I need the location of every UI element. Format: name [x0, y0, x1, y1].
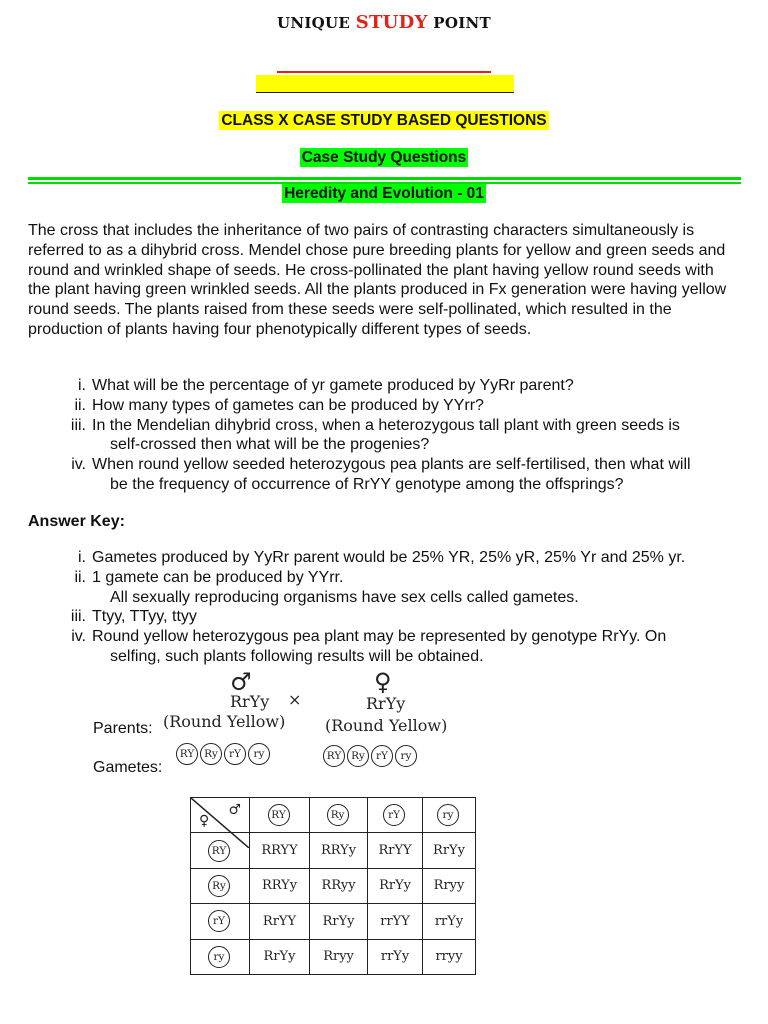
punnett-corner	[191, 798, 250, 833]
gamete-circle: rY	[383, 804, 405, 826]
gamete-circle: rY	[371, 745, 393, 767]
punnett-cell: rrYy	[368, 939, 423, 974]
gamete-circle: Ry	[327, 804, 349, 826]
punnett-row-header	[191, 868, 250, 903]
gamete-circle: RY	[176, 743, 198, 765]
answer-text: Gametes produced by YyRr parent would be 25% YR, 25% yR, 25% Yr and 25% yr.	[92, 549, 686, 566]
gamete-circle: ry	[437, 804, 459, 826]
green-divider-top	[28, 177, 741, 180]
question-text-continued: be the frequency of occurrence of RrYY genotype among the offsprings?	[110, 475, 624, 493]
question-number: iii.	[70, 416, 86, 434]
answer-item	[28, 607, 740, 627]
parent-genotype-right: RrYy	[366, 694, 406, 713]
gamete-circle: ry	[248, 743, 270, 765]
answer-text: Ttyy, TTyy, ttyy	[92, 608, 197, 626]
question-item	[28, 396, 740, 416]
parent-phenotype-right: (Round Yellow)	[325, 716, 448, 735]
brand-text-after: POINT	[427, 14, 492, 32]
punnett-row	[191, 904, 476, 939]
punnett-cell: RrYy	[310, 904, 368, 939]
female-symbol-icon: ♀	[374, 668, 392, 696]
punnett-square	[190, 797, 476, 975]
punnett-cell: rryy	[423, 939, 476, 974]
parent-phenotype-left: (Round Yellow)	[163, 712, 286, 731]
red-divider	[277, 71, 491, 73]
class-title: CLASS X CASE STUDY BASED QUESTIONS	[221, 112, 547, 129]
punnett-row-header	[191, 904, 250, 939]
punnett-cell: RrYy	[368, 868, 423, 903]
gamete-circle: ry	[208, 946, 230, 968]
topic-title: Heredity and Evolution - 01	[284, 185, 484, 202]
gamete-circle: rY	[224, 743, 246, 765]
punnett-row	[191, 939, 476, 974]
brand-title	[0, 12, 768, 33]
question-item	[28, 455, 740, 495]
answer-text-continued: selfing, such plants following results will be obtained.	[110, 647, 484, 665]
punnett-col-header	[250, 798, 310, 833]
gametes-right	[323, 745, 419, 767]
case-study-title-wrap	[0, 149, 768, 167]
class-title-wrap	[0, 112, 768, 130]
punnett-cell: RrYY	[250, 904, 310, 939]
punnett-cell: RRYy	[310, 833, 368, 868]
punnett-col-header	[310, 798, 368, 833]
gamete-circle: RY	[323, 745, 345, 767]
female-symbol-icon: ♀	[199, 813, 210, 830]
gamete-circle: ry	[395, 745, 417, 767]
question-item	[28, 376, 740, 396]
punnett-cell: RrYy	[423, 833, 476, 868]
brand-text-before: UNIQUE	[276, 14, 356, 32]
punnett-cell: RRyy	[310, 868, 368, 903]
punnett-cell: RrYY	[368, 833, 423, 868]
answer-text: Round yellow heterozygous pea plant may be represented by genotype RrYy. On	[92, 628, 667, 646]
question-text: How many types of gametes can be produced by YYrr?	[92, 396, 484, 414]
gametes-left	[176, 743, 272, 765]
punnett-row-header	[191, 939, 250, 974]
punnett-cell: Rryy	[423, 868, 476, 903]
gamete-circle: Ry	[347, 745, 369, 767]
gamete-circle: Ry	[208, 875, 230, 897]
male-symbol-icon: ♂	[228, 802, 241, 818]
parents-label: Parents:	[93, 720, 153, 737]
punnett-cell: rrYY	[368, 904, 423, 939]
question-text: When round yellow seeded heterozygous pea plants are self-fertilised, then what will	[92, 456, 691, 474]
answer-number: i.	[78, 549, 86, 566]
gamete-circle: RY	[268, 804, 290, 826]
question-text: What will be the percentage of yr gamete produced by YyRr parent?	[92, 377, 574, 394]
punnett-header-row	[191, 798, 476, 833]
punnett-cell: rrYy	[423, 904, 476, 939]
yellow-highlight-bar	[256, 75, 514, 93]
punnett-cell: RRYy	[250, 868, 310, 903]
answer-text: 1 gamete can be produced by YYrr.	[92, 568, 344, 586]
punnett-cell: Rryy	[310, 939, 368, 974]
question-number: iv.	[71, 456, 86, 474]
punnett-col-header	[423, 798, 476, 833]
gametes-label: Gametes:	[93, 759, 163, 776]
question-text: In the Mendelian dihybrid cross, when a heterozygous tall plant with green seeds is	[92, 416, 680, 434]
question-number: ii.	[74, 396, 86, 414]
question-text-continued: self-crossed then what will be the progenies?	[110, 436, 430, 454]
male-symbol-icon: ♂	[230, 668, 252, 696]
parent-genotype-left: RrYy	[230, 692, 270, 711]
cross-times-symbol: ×	[288, 690, 302, 709]
answer-item	[28, 548, 740, 568]
case-study-title: Case Study Questions	[301, 149, 467, 166]
question-item	[28, 416, 740, 456]
answer-key-heading: Answer Key:	[28, 513, 125, 530]
gamete-circle: RY	[208, 840, 230, 862]
topic-title-wrap	[0, 185, 768, 203]
case-passage: The cross that includes the inheritance of two pairs of contrasting characters simultaneously is referred to as a dihybrid cross. Mendel chose pure breeding plants for yellow and green seeds and round and wrinkled shape of seeds. He cross-pollinated the plant having yellow round seeds with the plant having green wrinkled seeds. All the plants produced in Fx generation were having yellow round seeds. The plants raised from these seeds were self-pollinated, which resulted in the production of plants having four phenotypically different types of seeds.	[28, 222, 727, 338]
question-list	[28, 376, 740, 495]
gamete-circle: rY	[208, 910, 230, 932]
punnett-col-header	[368, 798, 423, 833]
answer-list	[28, 548, 740, 667]
question-number: i.	[78, 377, 86, 394]
brand-text-accent: STUDY	[355, 12, 428, 33]
punnett-row	[191, 868, 476, 903]
answer-item	[28, 568, 740, 608]
answer-number: iv.	[71, 628, 86, 646]
answer-number: iii.	[70, 608, 86, 626]
answer-number: ii.	[74, 568, 86, 586]
punnett-cell: RRYY	[250, 833, 310, 868]
answer-text-continued: All sexually reproducing organisms have sex cells called gametes.	[110, 588, 579, 606]
answer-item	[28, 627, 740, 667]
gamete-circle: Ry	[200, 743, 222, 765]
punnett-cell: RrYy	[250, 939, 310, 974]
